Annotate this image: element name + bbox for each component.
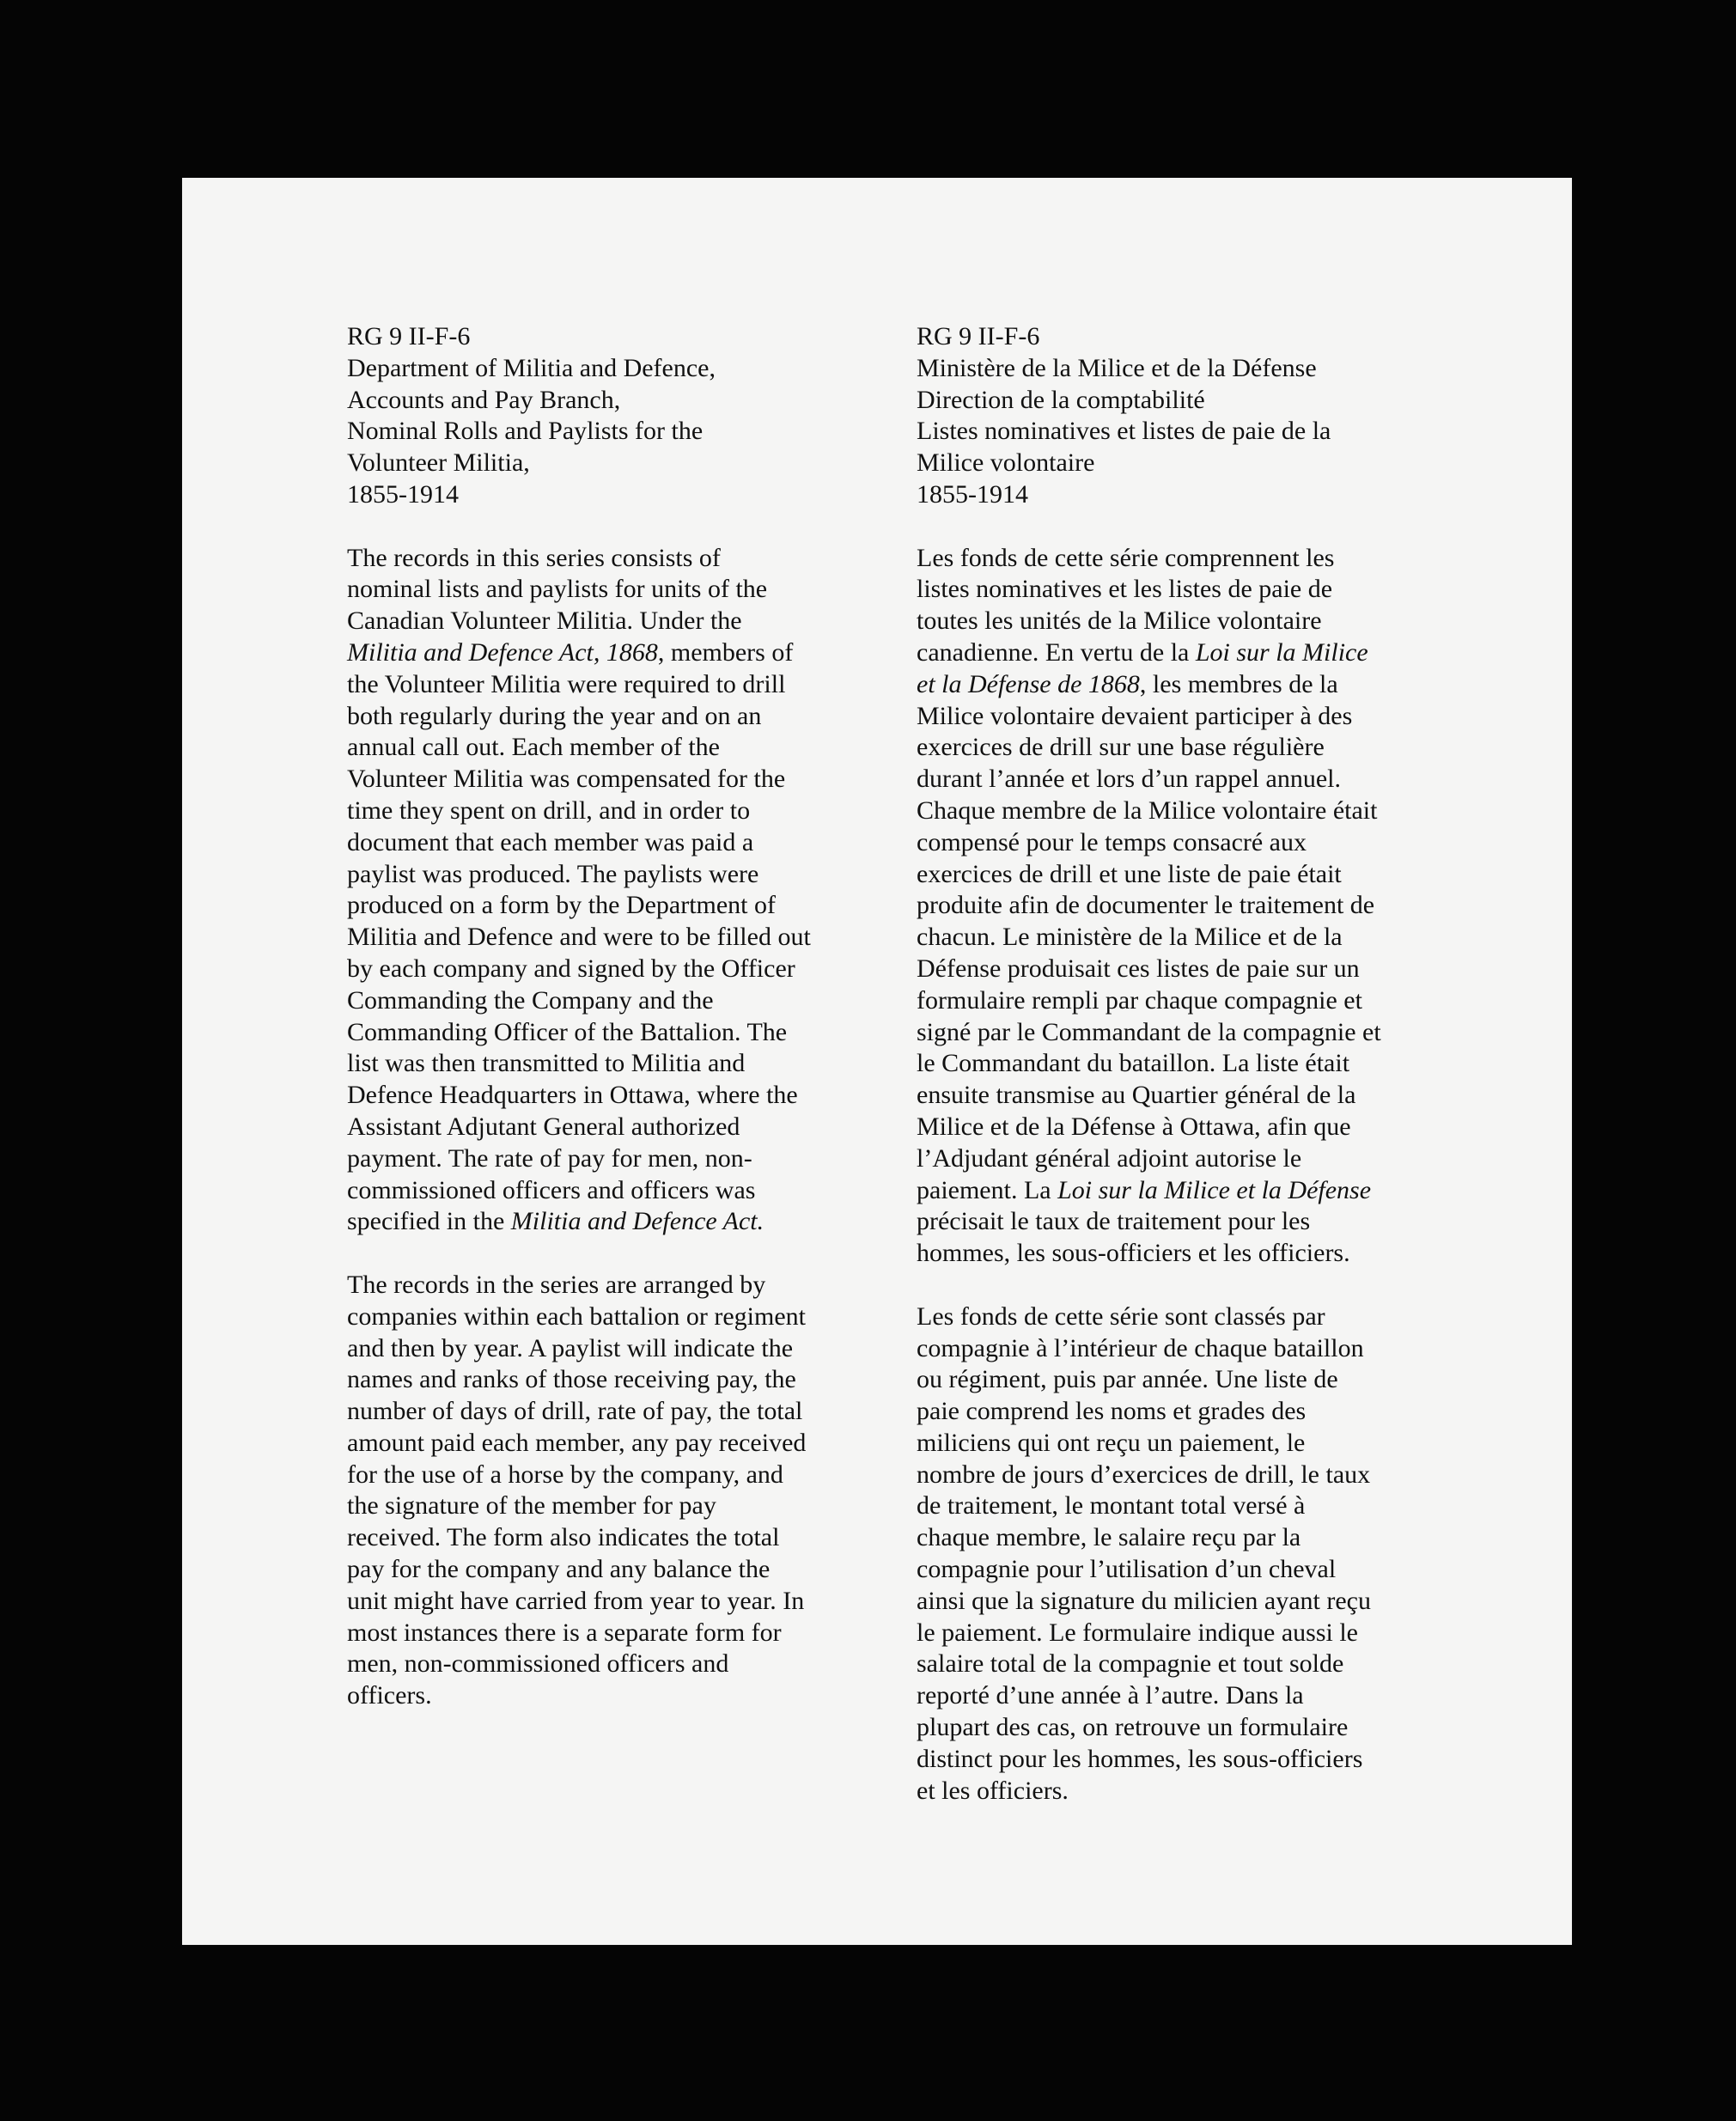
text-line: paylist was produced. The paylists were xyxy=(347,859,759,888)
spacer xyxy=(917,1270,1381,1301)
text-line: nombre de jours d’exercices de drill, le taux xyxy=(917,1460,1371,1489)
text-line: by each company and signed by the Officer xyxy=(347,954,795,983)
text-line: both regularly during the year and on an xyxy=(347,701,762,730)
text-line: chacun. Le ministère de la Milice et de la xyxy=(917,923,1343,952)
text-line: and then by year. A paylist will indicate the xyxy=(347,1333,794,1362)
text-line: the Volunteer Militia were required to drill xyxy=(347,669,786,698)
text-fragment: canadienne. En vertu de la xyxy=(917,637,1196,667)
text-line: produced on a form by the Department of xyxy=(347,891,776,920)
french-column xyxy=(917,321,1381,1807)
text-line: companies within each battalion or regiment xyxy=(347,1301,806,1331)
text-line: unit might have carried from year to year. In xyxy=(347,1586,805,1615)
text-line: number of days of drill, rate of pay, the total xyxy=(347,1397,803,1426)
text-fragment: specified in the xyxy=(347,1207,511,1236)
text-line xyxy=(917,637,1381,669)
text-line: toutes les unités de la Milice volontaire xyxy=(917,606,1322,636)
text-line: reporté d’une année à l’autre. Dans la xyxy=(917,1681,1304,1710)
heading-line: Accounts and Pay Branch, xyxy=(347,385,621,414)
text-line: compagnie pour l’utilisation d’un cheval xyxy=(917,1555,1337,1584)
text-line: the signature of the member for pay xyxy=(347,1491,716,1521)
text-line: names and ranks of those receiving pay, the xyxy=(347,1365,796,1394)
english-paragraph-2 xyxy=(347,1270,811,1712)
text-line: Volunteer Militia was compensated for the xyxy=(347,765,786,794)
heading-line: Nominal Rolls and Paylists for the xyxy=(347,417,704,446)
text-line: compensé pour le temps consacré aux xyxy=(917,827,1307,856)
text-line: Défense produisait ces listes de paie sur un xyxy=(917,954,1360,983)
text-line: ou régiment, puis par année. Une liste de xyxy=(917,1365,1338,1394)
text-line: The records in the series are arranged by xyxy=(347,1270,766,1299)
text-line: compagnie à l’intérieur de chaque bataillon xyxy=(917,1333,1364,1362)
heading-line: Ministère de la Milice et de la Défense xyxy=(917,353,1317,382)
text-line: hommes, les sous-officiers et les officiers. xyxy=(917,1239,1350,1268)
text-line xyxy=(917,669,1381,701)
text-line: Assistant Adjutant General authorized xyxy=(347,1112,740,1141)
text-line: durant l’année et lors d’un rappel annuel. xyxy=(917,765,1341,794)
heading-line: RG 9 II-F-6 xyxy=(347,322,471,350)
text-fragment: , members of xyxy=(657,637,794,667)
text-line: et les officiers. xyxy=(917,1776,1069,1805)
act-title-italic: Militia and Defence Act. xyxy=(510,1207,764,1236)
text-line: officers. xyxy=(347,1681,432,1710)
heading-line: Milice volontaire xyxy=(917,448,1095,478)
text-line: Canadian Volunteer Militia. Under the xyxy=(347,606,742,636)
heading-line: 1855-1914 xyxy=(347,479,459,509)
french-paragraph-1 xyxy=(917,543,1381,1270)
english-paragraph-1 xyxy=(347,543,811,1239)
text-line: plupart des cas, on retrouve un formulaire xyxy=(917,1713,1349,1742)
text-line: miliciens qui ont reçu un paiement, le xyxy=(917,1428,1306,1457)
text-line: distinct pour les hommes, les sous-officiers xyxy=(917,1744,1363,1773)
english-heading xyxy=(347,321,811,511)
text-line: Chaque membre de la Milice volontaire était xyxy=(917,795,1378,825)
heading-line: Direction de la comptabilité xyxy=(917,385,1205,414)
text-line: exercices de drill sur une base régulière xyxy=(917,733,1325,762)
text-line: l’Adjudant général adjoint autorise le xyxy=(917,1143,1302,1173)
text-line: Commanding Officer of the Battalion. The xyxy=(347,1017,788,1046)
act-title-italic: Militia and Defence Act, 1868 xyxy=(347,637,658,667)
document-page xyxy=(182,178,1572,1945)
text-line: Defence Headquarters in Ottawa, where the xyxy=(347,1081,798,1110)
heading-line: RG 9 II-F-6 xyxy=(917,322,1040,350)
act-title-italic: Loi sur la Milice et la Défense xyxy=(1057,1175,1372,1204)
text-line: annual call out. Each member of the xyxy=(347,733,720,762)
text-line: nominal lists and paylists for units of the xyxy=(347,575,768,604)
text-line: most instances there is a separate form for xyxy=(347,1618,782,1647)
text-line: le Commandant du bataillon. La liste était xyxy=(917,1049,1350,1078)
text-line: ensuite transmise au Quartier général de la xyxy=(917,1081,1356,1110)
text-line: ainsi que la signature du milicien ayant reçu xyxy=(917,1586,1371,1615)
text-line: listes nominatives et les listes de paie de xyxy=(917,575,1333,604)
text-line: document that each member was paid a xyxy=(347,827,754,856)
text-line xyxy=(347,637,811,669)
french-heading xyxy=(917,321,1381,511)
text-line: Milice volontaire devaient participer à des xyxy=(917,701,1353,730)
text-line: le paiement. Le formulaire indique aussi le xyxy=(917,1618,1358,1647)
text-line: de traitement, le montant total versé à xyxy=(917,1491,1306,1521)
text-line: produite afin de documenter le traitement de xyxy=(917,891,1375,920)
heading-line: 1855-1914 xyxy=(917,479,1028,509)
text-line: for the use of a horse by the company, and xyxy=(347,1460,783,1489)
act-title-italic: Loi sur la Milice xyxy=(1195,637,1368,667)
text-line: chaque membre, le salaire reçu par la xyxy=(917,1523,1301,1552)
text-line: formulaire rempli par chaque compagnie et xyxy=(917,985,1362,1015)
text-line: The records in this series consists of xyxy=(347,543,721,572)
french-paragraph-2 xyxy=(917,1301,1381,1807)
text-line: men, non-commissioned officers and xyxy=(347,1649,729,1679)
text-line: list was then transmitted to Militia and xyxy=(347,1049,746,1078)
text-line: Les fonds de cette série comprennent les xyxy=(917,543,1335,572)
text-line: Les fonds de cette série sont classés par xyxy=(917,1301,1325,1331)
text-line: Milice et de la Défense à Ottawa, afin que xyxy=(917,1112,1351,1141)
heading-line: Listes nominatives et listes de paie de la xyxy=(917,417,1331,446)
text-line: commissioned officers and officers was xyxy=(347,1175,756,1204)
text-line: Commanding the Company and the xyxy=(347,985,714,1015)
spacer xyxy=(347,511,811,543)
text-line xyxy=(917,1175,1381,1207)
spacer xyxy=(347,1238,811,1270)
text-fragment: paiement. La xyxy=(917,1175,1058,1204)
text-line: signé par le Commandant de la compagnie et xyxy=(917,1017,1381,1046)
text-line: paie comprend les noms et grades des xyxy=(917,1397,1307,1426)
text-line xyxy=(347,1206,811,1238)
english-column xyxy=(347,321,811,1712)
text-line: payment. The rate of pay for men, non- xyxy=(347,1143,752,1173)
text-fragment: , les membres de la xyxy=(1139,669,1338,698)
heading-line: Department of Militia and Defence, xyxy=(347,353,716,382)
text-line: Militia and Defence and were to be filled out xyxy=(347,923,811,952)
spacer xyxy=(917,511,1381,543)
text-line: amount paid each member, any pay received xyxy=(347,1428,807,1457)
act-title-italic: et la Défense de 1868 xyxy=(917,669,1140,698)
text-line: exercices de drill et une liste de paie était xyxy=(917,859,1342,888)
text-line: received. The form also indicates the total xyxy=(347,1523,780,1552)
text-line: time they spent on drill, and in order to xyxy=(347,795,751,825)
heading-line: Volunteer Militia, xyxy=(347,448,530,478)
text-line: précisait le taux de traitement pour les xyxy=(917,1207,1311,1236)
text-line: salaire total de la compagnie et tout solde xyxy=(917,1649,1344,1679)
text-line: pay for the company and any balance the xyxy=(347,1555,771,1584)
